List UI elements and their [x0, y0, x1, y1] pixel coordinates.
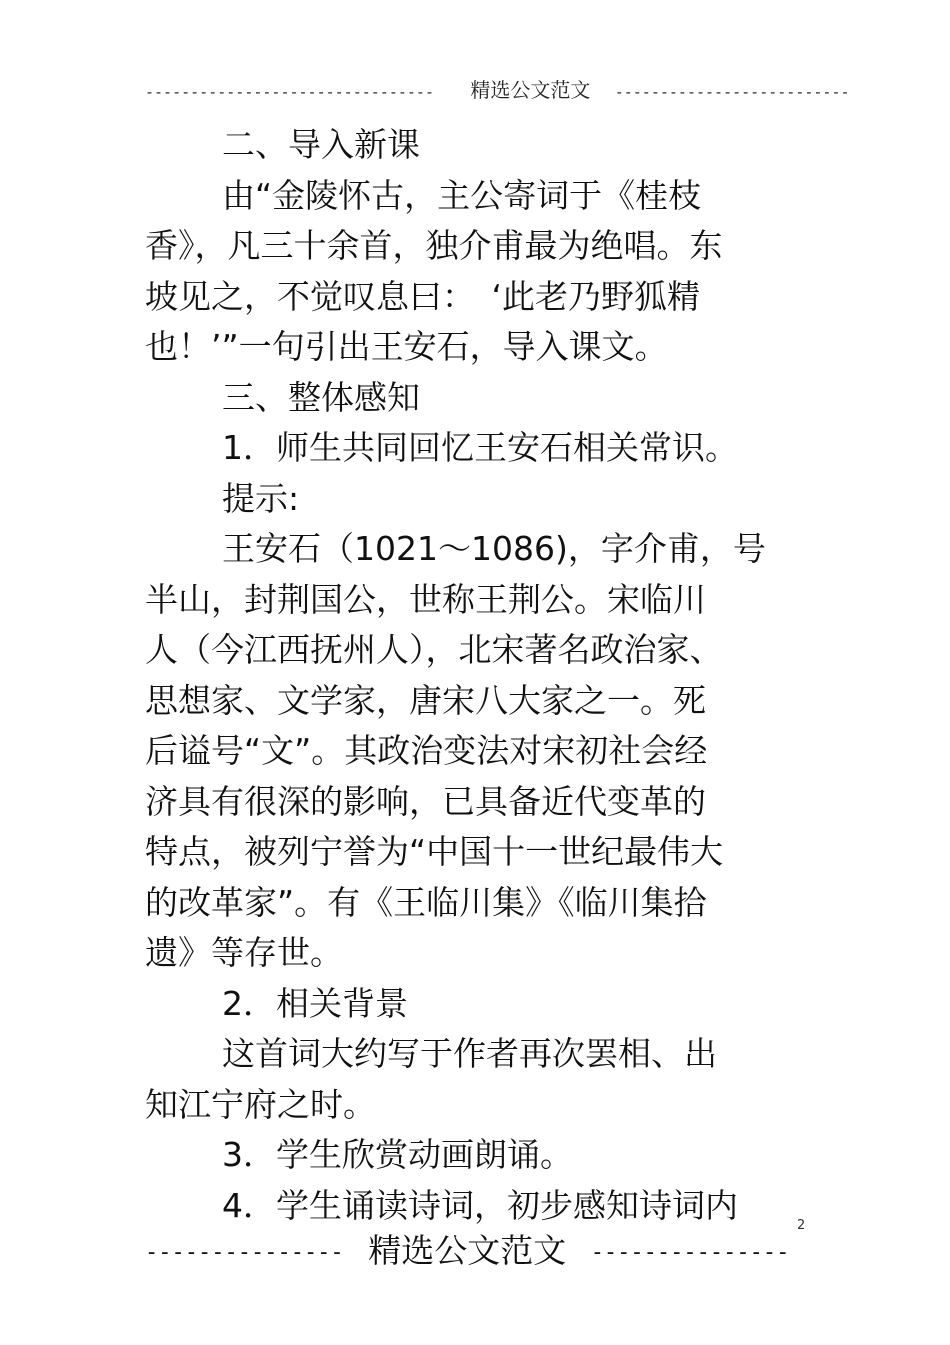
text-line: 2．相关背景 — [222, 983, 408, 1023]
text-line: 这首词大约写于作者再次罢相、出 — [222, 1034, 717, 1073]
text-line: 二、导入新课 — [222, 125, 420, 164]
footer-left-rule: --------------- — [145, 1239, 344, 1265]
header-title: 精选公文范文 — [470, 78, 591, 102]
footer-right-rule: --------------- — [590, 1239, 790, 1265]
section-heading: 三、整体感知 — [222, 377, 420, 417]
text-line: 也！’”一句引出王安石，导入课文。 — [145, 327, 668, 366]
page-footer — [145, 1226, 790, 1278]
page-header — [145, 76, 850, 106]
header-left-rule: -------------------------------- — [145, 83, 434, 101]
text-line: 的改革家”。有《王临川集》《临川集拾 — [145, 882, 707, 922]
text-line: 王安石（1021～1086)，字介甫，号 — [222, 529, 766, 568]
body-text — [145, 120, 805, 1231]
page-number: 2 — [797, 1218, 806, 1233]
header-right-rule: -------------------------- — [614, 83, 850, 101]
text-line: 特点，被列宁誉为“中国十一世纪最伟大 — [145, 832, 724, 871]
text-line: 遗》等存世。 — [145, 933, 343, 972]
text-line: 后谥号“文”。其政治变法对宋初社会经 — [145, 731, 708, 770]
text-line: 知江宁府之时。 — [145, 1084, 376, 1124]
text-line: 坡见之，不觉叹息曰： ‘此老乃野狐精 — [145, 276, 700, 316]
text-line: 4．学生诵读诗词，初步感知诗词内 — [222, 1185, 738, 1225]
text-line: 思想家、文学家，唐宋八大家之一。死 — [145, 680, 706, 720]
text-line: 1．师生共同回忆王安石相关常识。 — [222, 428, 738, 467]
text-line: 由“金陵怀古，主公寄词于《桂枝 — [222, 175, 702, 215]
text-line: 提示: — [222, 478, 300, 518]
text-line: 3．学生欣赏动画朗诵。 — [222, 1135, 573, 1174]
footer-title: 精选公文范文 — [368, 1231, 567, 1270]
text-line: 香》，凡三十余首，独介甫最为绝唱。东 — [145, 226, 723, 265]
text-line: 半山，封荆国公，世称王荆公。宋临川 — [145, 579, 706, 619]
text-line: 人（今江西抚州人），北宋著名政治家、 — [145, 630, 723, 669]
text-line: 济具有很深的影响，已具备近代变革的 — [145, 781, 706, 821]
